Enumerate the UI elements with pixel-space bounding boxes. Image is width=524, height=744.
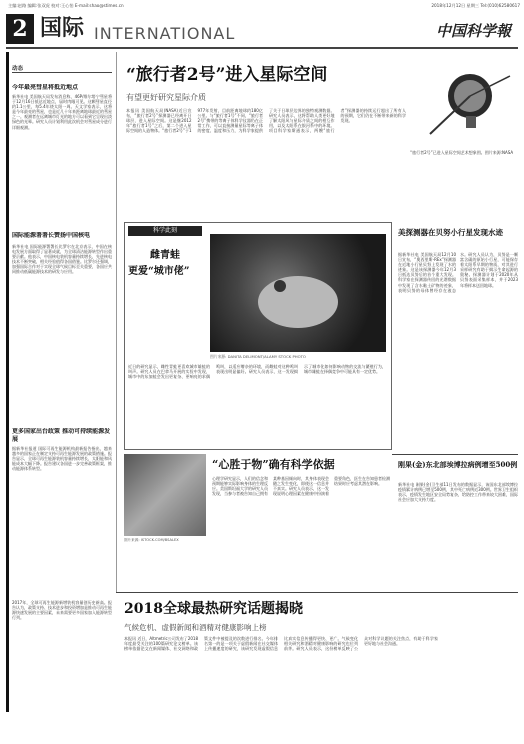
masthead-date: 2018年12月12日 星期三 Tel:(010)62580617 (431, 3, 520, 8)
frog-photo-credit: 图片来源: DANITA DELIMONT/ALAMY STOCK PHOTO (210, 354, 306, 359)
masthead-info: 主编:赵路 编辑:张双虎 校对:王心怡 E-mail:shao@stimes.cn (8, 3, 124, 8)
feature-body: 心理学研究显示，人们的信念和预期能够实际影响身体的生理反应。美国斯坦福大学的研究人员发现，当参与者被告知自己拥有某种基因倾向时，其身体表现会随之发生变化，即使这一信息并不真实。研究人员表示，这一发现说明心理因素在健康中扮演着重要角色，医生在告知患者检测结果时应考虑其潜在影响。 (212, 476, 390, 497)
sidebar-story (12, 428, 112, 444)
page-number: 2 (12, 16, 28, 42)
brief-body: 新华社电 刚果(金)卫生部11日发布的数据显示，该国东北部埃博拉疫情累计病例已增至500例，其中死亡病例近300例。世界卫生组织表示，疫情发生地区安全局势复杂，给防控工作带来较大困难，国际社会应加大支持力度。 (398, 482, 518, 503)
sidebar-story-title: 国际能源署署长赞扬中国核电 (12, 232, 91, 239)
bottom-headline: 2018全球最热研究话题揭晓 (124, 601, 303, 617)
voyager-illustration (410, 56, 518, 148)
bottom-subhead: 气候危机、虚假新闻和酒精对健康影响上榜 (124, 623, 267, 632)
sidebar-story-body: 2017年，全球可再生能源新增装机容量创历史新高。报告认为，政策支持、技术进步和投资增加是推动可再生能源快速发展的主要因素，未来需要更多国家加入能源转型行列。 (12, 600, 112, 621)
column-title-line1: 雌青蛙 (150, 250, 180, 261)
sidebar-label: 动态 (12, 66, 24, 72)
page-number-block (6, 14, 34, 44)
lead-body-continued (410, 166, 518, 218)
sidebar-story-body: 新华社电 国际能源署署长比罗尔在北京表示，中国在核电发展方面取得了显著成就，为全球清洁能源转型作出重要贡献。他表示，中国核电装机容量持续增长，先进核电技术不断突破，相关经验值得各国借鉴。比罗尔还强调，加强国际合作对于实现全球气候目标至关重要，各国应共同推动低碳能源技术的研发与应用。 (12, 244, 112, 275)
side-body: 据新华社电 美国航天局12月10日宣布，“奥西里斯-REx”探测器在近地小行星贝努上发现了水的迹象。这是该探测器今年12月3日抵达贝努后的首个重大发现。科学家在探测器传回的光谱数据中发现了含水黏土矿物的迹象，表明贝努的母体曾经存在液态水。研究人员认为，贝努是一颗富含碳的原始小行星，可能保存着太阳系早期的物质，对其进行采样研究有助于揭示生命起源的奥秘。探测器计划于2020年从贝努表面采集样本，并于2023年将样本送回地球。 (398, 252, 518, 293)
lead-image-caption: “旅行者2号”已进入星际空间艺术想象图。图片来源:NASA (410, 150, 514, 155)
column-title-line2: 更爱“城市佬” (128, 266, 190, 277)
sidebar-story-title: 更多国家出台政策 推动可持续能源发展 (12, 428, 111, 443)
column-body: 近日的研究显示，雌性青蛙更喜欢城市雄蛙的叫声。研究人员在巴拿马开展的实验中发现，城市中的东加蛙会发出更复杂、更响亮的求偶鸣叫，以适应嘈杂的环境，而雌蛙对这种鸣叫表现出明显偏好。研究人员表示，这一发现揭示了城市化如何影响动物的交流与繁殖行为，城市雄蛙在择偶竞争中可能具有一定优势。 (128, 364, 386, 380)
lead-body: 本报讯 美国航天局(NASA)近日宣布，“旅行者2号”探测器已经离开日球层，进入星际空间。这是继2012年“旅行者1号”之后，第二个进入星际空间的人造物体。“旅行者2号”于1977年发射，目前距离地球约180亿公里。与“旅行者1号”不同，“旅行者2号”携带的等离子体科学仪器仍在正常工作，可以直接测量星际等离子体的密度、温度和压力，为科学家提供了关于日球层边界的独特观测数据。研究人员表示，这将帮助人类更好地了解太阳风与星际介质之间的相互作用，以及太阳系在银河系中的环境。项目科学家斯通表示，两艘“旅行者”探测器的持续运行超出了所有人的预期，它们仍在不断带来新的科学发现。 (126, 108, 406, 134)
feature-photo (124, 454, 206, 536)
sidebar-story (12, 232, 112, 240)
side-headline: 美探测器在贝努小行星发现水迹 (398, 228, 503, 237)
column-label: 科学此刻 (128, 226, 202, 236)
section-title: 国际 (40, 16, 85, 41)
paper-logo: 中国科学報 (436, 22, 512, 40)
feature-photo-credit: 图片来源: ISTOCK.COM/BSALEX (124, 538, 179, 542)
sidebar-story-title: 今年最亮彗星将抵近地点 (12, 84, 79, 91)
bottom-body: 本报讯 近日，Altmetric公司发布了2018年度最受关注的100篇研究论文榜单。该榜单依据论文在新闻媒体、社交网络和政策文件中被提及的次数进行排名。今年排名第一的是一项关于虚假新闻在社交媒体上传播速度的研究，该研究发现虚假信息比真实信息传播得更快、更广。气候变化相关研究和酒精对健康影响的研究也位列前茅。研究人员表示，这份榜单反映了公众对科学议题的关注焦点，有助于科学家更好地与社会沟通。 (124, 636, 438, 652)
lead-headline: “旅行者2号”进入星际空间 (126, 65, 328, 85)
brief-headline: 刚果(金)东北部埃博拉病例增至500例 (398, 460, 518, 469)
sidebar-story (12, 84, 112, 92)
sidebar-story-body: 据新华社报道 国际可再生能源机构最新报告指出，越来越多的国家正在制定支持可再生能源发展的政策措施。报告显示，全球可再生能源装机容量持续增长，太阳能和风能成本大幅下降。报告建议各国进一步完善政策框架，推动能源体系转型。 (12, 446, 112, 472)
feature-headline: “心胜于物”确有科学依据 (212, 458, 335, 471)
lead-subhead: 有望更好研究星际介质 (126, 93, 206, 102)
frog-photo (210, 234, 386, 352)
section-title-en: INTERNATIONAL (94, 24, 236, 43)
sidebar-story-body: 新华社电 美国航天局发布消息称，46P/维尔塔宁彗星将于12月16日抵达近地点，届时肉眼可见。这颗彗星直径约1.1公里，每5.4年绕太阳一周。天文学家表示，这将是今年最亮的彗星，也是近几十年来距离地球最近的彗星之一。观测者在远离城市灯光的地方可以看到它呈现出淡绿色的光晕。研究人员计划利用此次机会对彗星成分进行详细观测。 (12, 94, 112, 130)
